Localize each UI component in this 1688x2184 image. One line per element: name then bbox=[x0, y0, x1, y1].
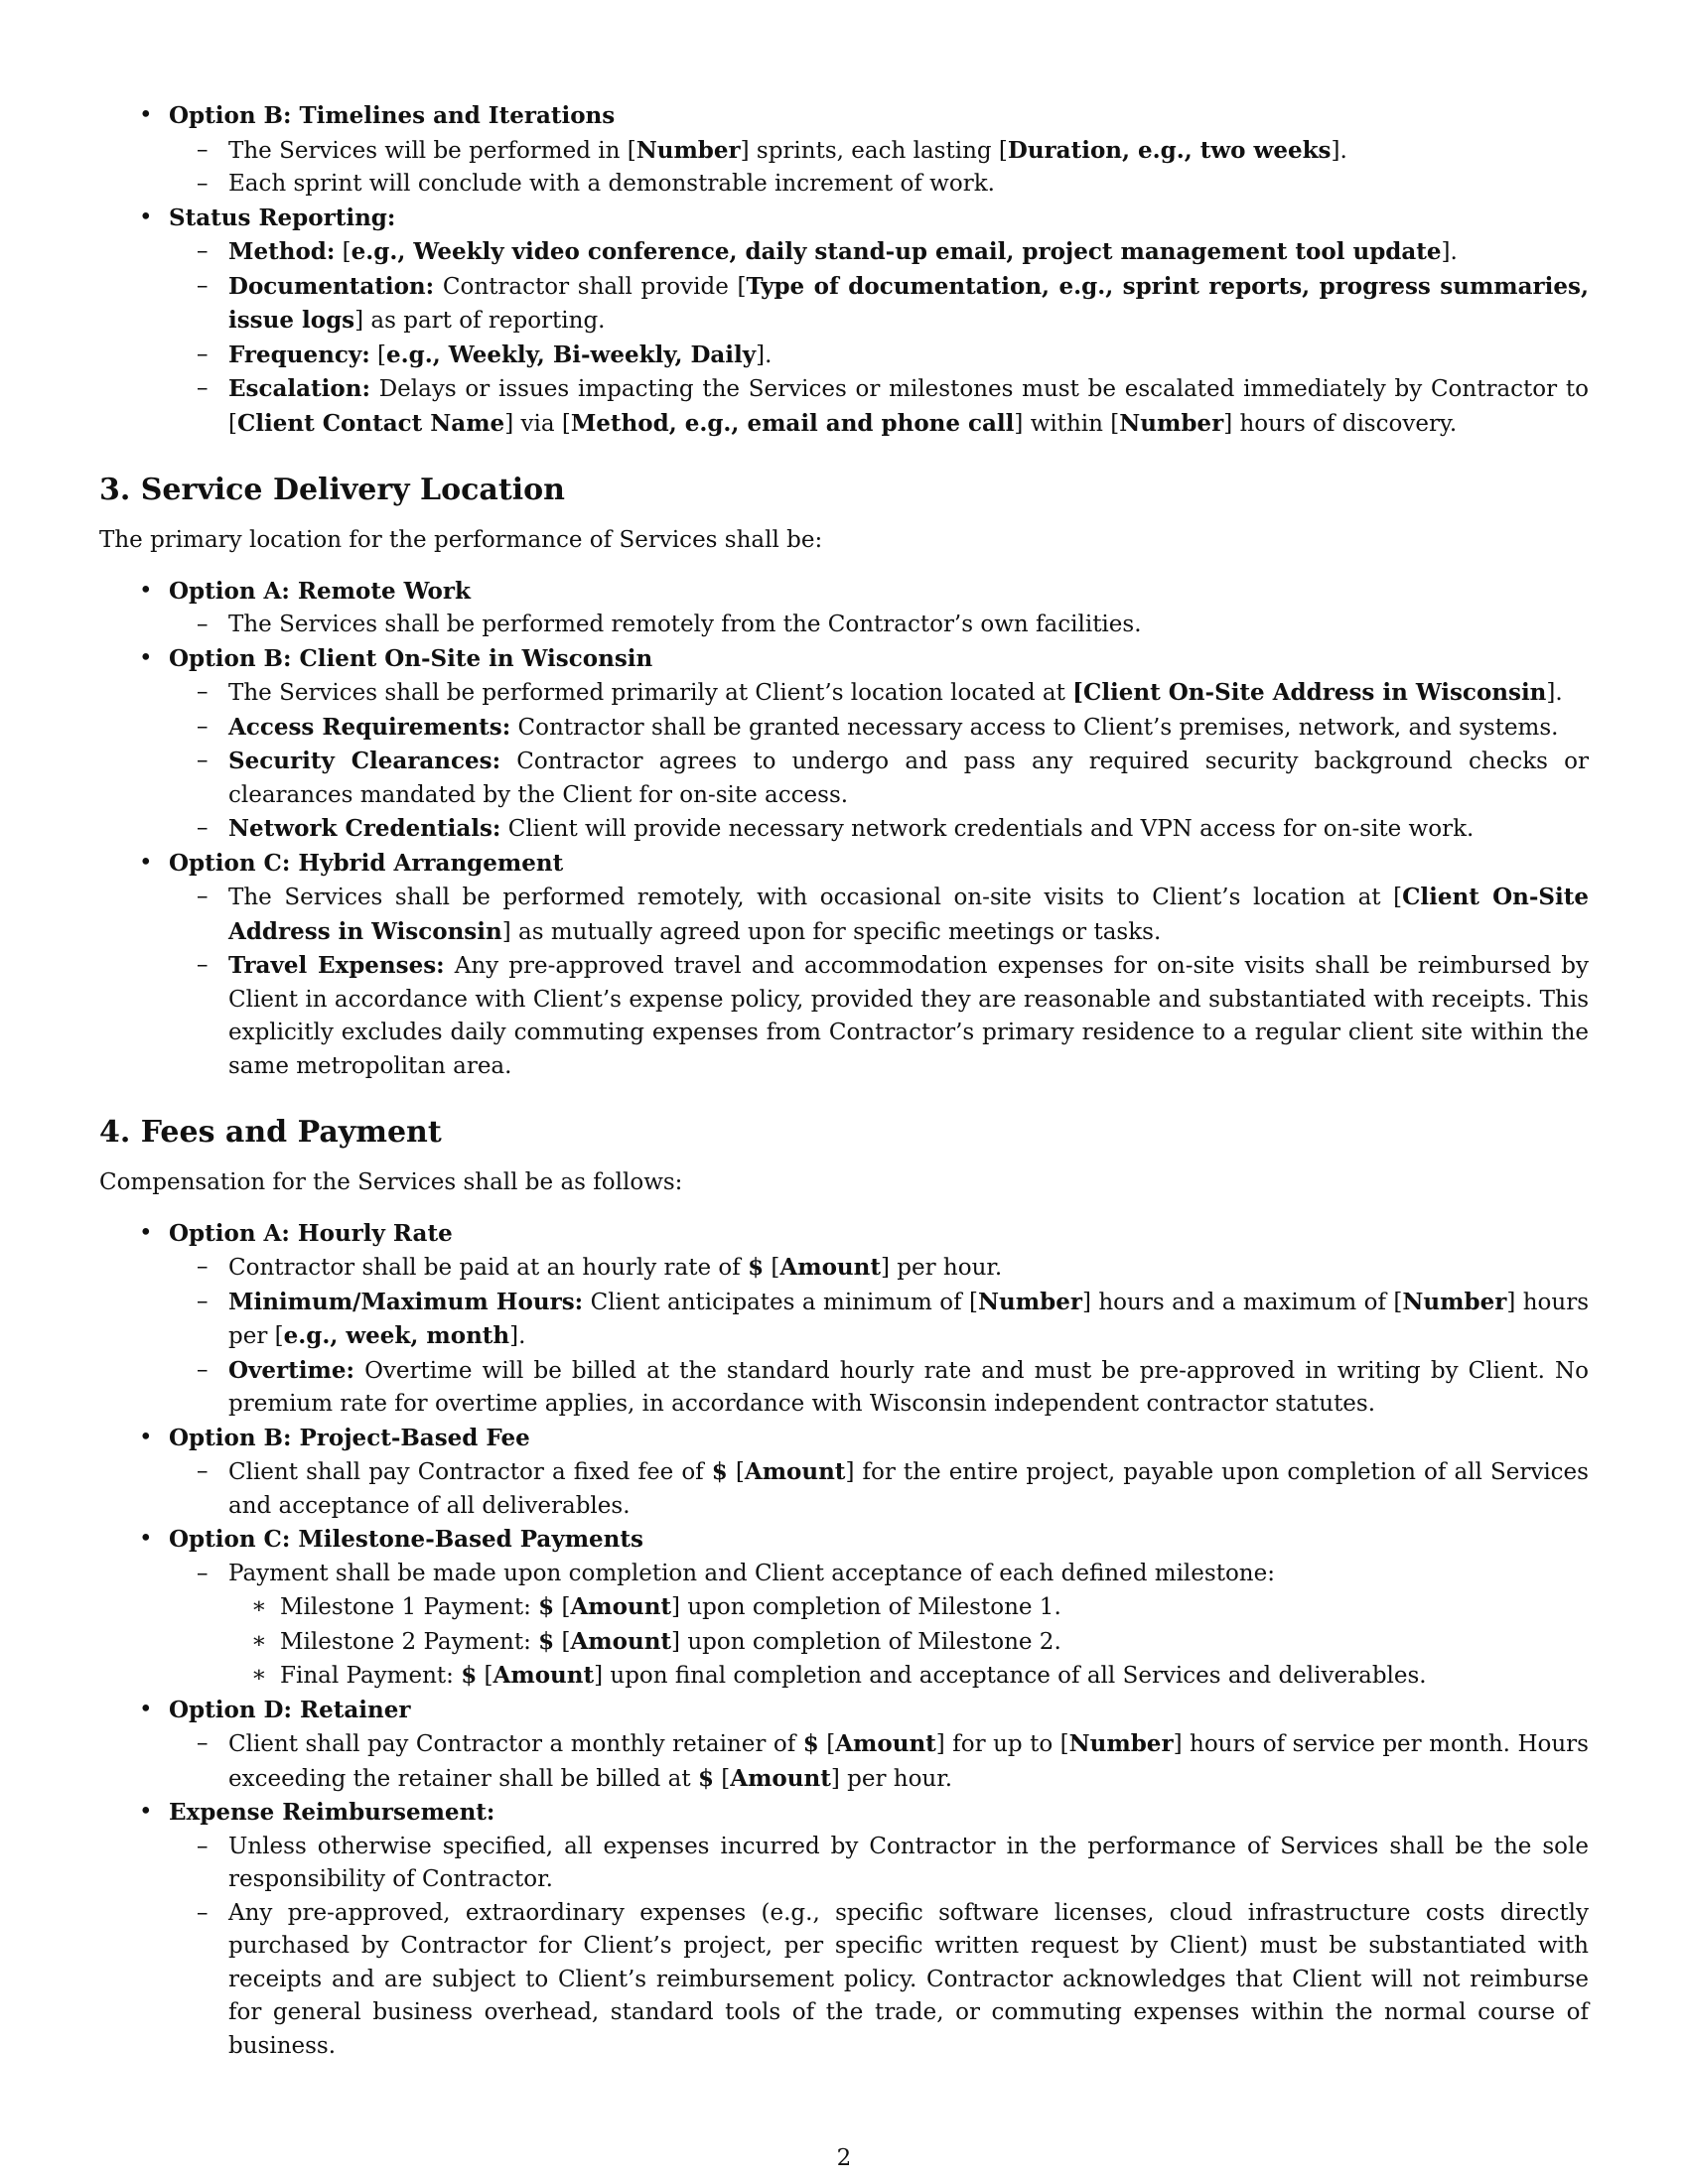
page-number: 2 bbox=[836, 2145, 852, 2171]
list-item: • Option B: Project-Based Fee bbox=[139, 1424, 530, 1451]
list-item: • Option B: Timelines and Iterations bbox=[139, 102, 616, 129]
list-item: • Option A: Remote Work bbox=[139, 577, 471, 605]
list-item: – Contractor shall be paid at an hourly rate of $ [Amount] per hour. bbox=[197, 1254, 1003, 1281]
list-item: • Option A: Hourly Rate bbox=[139, 1219, 453, 1247]
list-item: – The Services will be performed in [Number] sprints, each lasting [Duration, e.g., two weeks]. bbox=[197, 136, 1347, 164]
list-item: ∗ Milestone 1 Payment: $ [Amount] upon completion of Milestone 1. bbox=[251, 1593, 1061, 1620]
list-item: ∗ Milestone 2 Payment: $ [Amount] upon completion of Milestone 2. bbox=[251, 1627, 1061, 1655]
list-item: – Any pre-approved, extraordinary expenses (e.g., specific software licenses, cloud infrastructure costs directly purchased by Contractor for Client’s project, per specific written request by Client) must be substantiated with receipts and are subject to Client’s reimbursement policy. Contractor acknowledges that Client will not reimburse for general business overhead, standard tools of the trade, or commuting expenses within the normal course of business. bbox=[197, 1899, 1589, 2059]
list-item: • Option B: Client On-Site in Wisconsin bbox=[139, 644, 653, 672]
list-item: – Client shall pay Contractor a fixed fee of $ [Amount] for the entire project, payable upon completion of all Services and acceptance of all deliverables. bbox=[197, 1458, 1589, 1519]
list-item: • Status Reporting: bbox=[139, 204, 396, 231]
section-intro: The primary location for the performance of Services shall be: bbox=[99, 527, 823, 553]
list-item: – Unless otherwise specified, all expenses incurred by Contractor in the performance of Services shall be the sole responsibility of Contractor. bbox=[197, 1833, 1589, 1892]
list-item: • Expense Reimbursement: bbox=[139, 1799, 495, 1826]
list-item: – Frequency: [e.g., Weekly, Bi-weekly, Daily]. bbox=[197, 341, 773, 368]
section-heading: 3. Service Delivery Location bbox=[99, 473, 565, 507]
list-item: – The Services shall be performed primarily at Client’s location located at [Client On-Site Address in Wisconsin]. bbox=[197, 679, 1563, 706]
list-item: – Security Clearances: Contractor agrees to undergo and pass any required security background checks or clearances mandated by the Client for on-site access. bbox=[197, 748, 1590, 808]
list-item: – Escalation: Delays or issues impacting the Services or milestones must be escalated immediately by Contractor to [Client Contact Name] via [Method, e.g., email and phone call] within [Number] hours of discovery. bbox=[197, 375, 1589, 437]
list-item: – Overtime: Overtime will be billed at the standard hourly rate and must be pre-approved in writing by Client. No premium rate for overtime applies, in accordance with Wisconsin independent contractor statutes. bbox=[197, 1356, 1589, 1417]
list-item: – Access Requirements: Contractor shall be granted necessary access to Client’s premises, network, and systems. bbox=[197, 713, 1559, 741]
list-item: – The Services shall be performed remotely, with occasional on-site visits to Client’s location at [Client On-Site Address in Wisconsin] as mutually agreed upon for specific meetings or tasks. bbox=[197, 884, 1589, 945]
list-item: – Minimum/Maximum Hours: Client anticipates a minimum of [Number] hours and a maximum of [Number] hours per [e.g., week, month]. bbox=[197, 1288, 1590, 1349]
list-item: ∗ Final Payment: $ [Amount] upon final completion and acceptance of all Services and deliverables. bbox=[251, 1662, 1427, 1689]
list-item: • Option D: Retainer bbox=[139, 1696, 411, 1723]
list-item: – Travel Expenses: Any pre-approved travel and accommodation expenses for on-site visits shall be reimbursed by Client in accordance with Client’s expense policy, provided they are reasonable and substantiated with receipts. This explicitly excludes daily commuting expenses from Contractor’s primary residence to a regular client site within the same metropolitan area. bbox=[197, 952, 1589, 1079]
section-intro: Compensation for the Services shall be as follows: bbox=[99, 1169, 683, 1195]
list-item: – Payment shall be made upon completion and Client acceptance of each defined milestone: bbox=[197, 1560, 1275, 1586]
list-item: • Option C: Hybrid Arrangement bbox=[139, 849, 564, 877]
list-item: – Each sprint will conclude with a demonstrable increment of work. bbox=[197, 171, 995, 197]
document-page bbox=[99, 99, 1589, 2063]
list-item: – Method: [e.g., Weekly video conference, daily stand-up email, project management tool update]. bbox=[197, 238, 1458, 265]
list-item: • Option C: Milestone-Based Payments bbox=[139, 1526, 643, 1553]
list-item: – Network Credentials: Client will provide necessary network credentials and VPN access for on-site work. bbox=[197, 815, 1475, 842]
list-item: – The Services shall be performed remotely from the Contractor’s own facilities. bbox=[197, 612, 1142, 637]
list-item: – Client shall pay Contractor a monthly retainer of $ [Amount] for up to [Number] hours of service per month. Hours exceeding the retainer shall be billed at $ [Amount] per hour. bbox=[197, 1730, 1589, 1792]
list-item: – Documentation: Contractor shall provide [Type of documentation, e.g., sprint reports, progress summaries, issue logs] as part of reporting. bbox=[197, 272, 1589, 334]
section-heading: 4. Fees and Payment bbox=[99, 1115, 442, 1150]
